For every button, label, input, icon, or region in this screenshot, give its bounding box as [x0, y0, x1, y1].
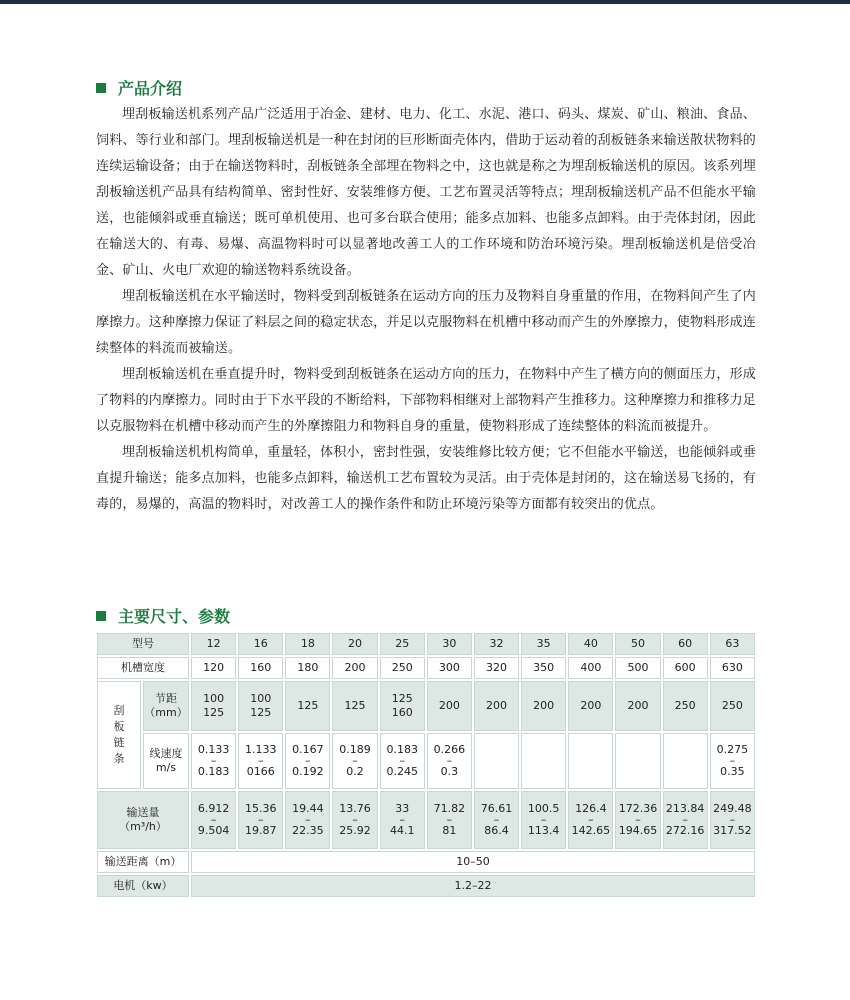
- cell-value: 200: [486, 699, 508, 712]
- range-separator: –: [257, 754, 264, 767]
- cell-value: 125: [203, 706, 225, 719]
- speed-cell: [332, 733, 377, 789]
- pitch-cell: [521, 681, 566, 731]
- row-header: 输送距离（m）: [97, 851, 189, 873]
- intro-paragraph: 埋刮板输送机机构简单，重量轻，体积小，密封性强，安装维修比较方便；它不但能水平输送，也能倾斜或垂直提升输送；能多点加料，也能多点卸料，输送机工艺布置较为灵活。由于壳体是封闭的，这在输送易飞扬的，有毒的，易爆的，高温的物料时，对改善工人的操作条件和防止环境污染等方面都有较突出的优点。: [96, 445, 757, 512]
- cell-value: 25.92: [339, 824, 371, 837]
- cell-value: 249.48: [713, 802, 752, 815]
- capacity-row: [97, 791, 755, 849]
- cell-value: 22.35: [292, 824, 324, 837]
- distance-row: [97, 851, 755, 873]
- cell-value: 81: [442, 824, 457, 837]
- cell-value: 0.245: [386, 765, 418, 778]
- range-separator: –: [210, 813, 217, 826]
- width-cell: 350: [521, 657, 566, 679]
- speed-cell: [191, 733, 236, 789]
- capacity-cell: [521, 791, 566, 849]
- cell-value: 0.183: [386, 743, 418, 756]
- capacity-cell: [615, 791, 660, 849]
- cell-value: 0.35: [720, 765, 745, 778]
- spec-table: [95, 631, 757, 899]
- range-separator: –: [305, 754, 311, 767]
- model-cell: 25: [380, 633, 425, 655]
- cell-value: 200: [533, 699, 555, 712]
- width-cell: 400: [568, 657, 613, 679]
- cell-value: 125: [250, 706, 272, 719]
- width-cell: 500: [615, 657, 660, 679]
- model-cell: 60: [663, 633, 708, 655]
- speed-cell: [380, 733, 425, 789]
- pitch-cell: [474, 681, 519, 731]
- model-cell: 18: [285, 633, 330, 655]
- speed-row: [97, 733, 755, 789]
- cell-value: 0.189: [339, 743, 371, 756]
- model-cell: 16: [238, 633, 283, 655]
- cell-value: 9.504: [197, 824, 230, 837]
- range-separator: –: [352, 754, 358, 767]
- row-header: 电机（kw）: [97, 875, 189, 897]
- model-cell: 30: [427, 633, 472, 655]
- cell-value: 200: [438, 699, 460, 712]
- capacity-cell: [427, 791, 472, 849]
- range-separator: –: [635, 813, 641, 826]
- cell-value: 13.76: [339, 802, 371, 815]
- cell-value: 160: [391, 706, 413, 719]
- range-separator: –: [729, 813, 736, 826]
- pitch-cell: [238, 681, 283, 731]
- heading-square-icon: [96, 83, 106, 93]
- pitch-cell: [615, 681, 660, 731]
- range-separator: –: [399, 813, 405, 826]
- cell-value: 15.36: [244, 802, 277, 815]
- speed-cell: [285, 733, 330, 789]
- range-separator: –: [305, 813, 311, 826]
- speed-cell: [474, 733, 519, 789]
- speed-cell: [710, 733, 755, 789]
- cell-value: 0.192: [292, 765, 324, 778]
- model-row: [97, 633, 755, 655]
- motor-cell: 1.2–22: [191, 875, 755, 897]
- cell-value: 125: [297, 699, 319, 712]
- capacity-cell: [285, 791, 330, 849]
- speed-cell: [568, 733, 613, 789]
- width-cell: 200: [332, 657, 377, 679]
- cell-value: 213.84: [665, 802, 705, 815]
- pitch-cell: [380, 681, 425, 731]
- capacity-cell: [238, 791, 283, 849]
- cell-value: 126.4: [575, 802, 607, 815]
- heading-square-icon: [96, 611, 106, 621]
- pitch-row: [97, 681, 755, 731]
- width-cell: 250: [380, 657, 425, 679]
- speed-cell: [521, 733, 566, 789]
- cell-value: 272.16: [665, 824, 705, 837]
- range-separator: –: [210, 754, 217, 767]
- pitch-cell: [427, 681, 472, 731]
- width-cell: 600: [663, 657, 708, 679]
- row-header: [143, 681, 189, 731]
- cell-value: 250: [721, 699, 743, 712]
- range-separator: –: [257, 813, 264, 826]
- cell-value: 172.36: [618, 802, 658, 815]
- row-header-unit: m/s: [155, 761, 177, 774]
- cell-value: 142.65: [571, 824, 611, 837]
- capacity-cell: [380, 791, 425, 849]
- cell-value: 44.1: [389, 824, 415, 837]
- model-cell: 63: [710, 633, 755, 655]
- pitch-cell: [568, 681, 613, 731]
- cell-value: 0.3: [440, 765, 459, 778]
- capacity-cell: [191, 791, 236, 849]
- pitch-cell: [191, 681, 236, 731]
- cell-value: 250: [674, 699, 696, 712]
- section-title: 主要尺寸、参数: [118, 607, 231, 626]
- pitch-cell: [663, 681, 708, 731]
- width-cell: 160: [238, 657, 283, 679]
- cell-value: 200: [627, 699, 649, 712]
- model-cell: 50: [615, 633, 660, 655]
- top-header-bar: [0, 0, 850, 4]
- cell-value: 0.167: [292, 743, 324, 756]
- motor-row: [97, 875, 755, 897]
- cell-value: 0166: [246, 765, 275, 778]
- range-separator: –: [446, 813, 453, 826]
- capacity-cell: [710, 791, 755, 849]
- row-header: [97, 791, 189, 849]
- speed-cell: [615, 733, 660, 789]
- cell-value: 1.133: [244, 743, 277, 756]
- speed-cell: [663, 733, 708, 789]
- speed-cell: [238, 733, 283, 789]
- model-cell: 20: [332, 633, 377, 655]
- width-cell: 630: [710, 657, 755, 679]
- width-cell: 300: [427, 657, 472, 679]
- range-separator: –: [399, 754, 405, 767]
- row-header-label: 线速度: [149, 747, 183, 760]
- range-separator: –: [682, 813, 688, 826]
- row-header-unit: （mm）: [144, 706, 188, 719]
- cell-value: 100.5: [527, 802, 560, 815]
- width-cell: 180: [285, 657, 330, 679]
- cell-value: 113.4: [527, 824, 560, 837]
- row-header-unit: （m³/h）: [119, 820, 167, 833]
- range-separator: –: [540, 813, 547, 826]
- row-header: [143, 733, 189, 789]
- section-title: 产品介绍: [118, 79, 183, 98]
- speed-cell: [427, 733, 472, 789]
- model-cell: 35: [521, 633, 566, 655]
- cell-value: 125: [344, 699, 366, 712]
- pitch-cell: [332, 681, 377, 731]
- width-cell: 320: [474, 657, 519, 679]
- chain-group-header: [97, 681, 141, 789]
- cell-value: 6.912: [197, 802, 230, 815]
- capacity-cell: [474, 791, 519, 849]
- cell-value: 0.183: [197, 765, 230, 778]
- cell-value: 71.82: [433, 802, 466, 815]
- cell-value: 0.2: [346, 765, 364, 778]
- cell-value: 19.87: [244, 824, 277, 837]
- row-header-label: 节距: [155, 692, 177, 705]
- capacity-cell: [332, 791, 377, 849]
- range-separator: –: [352, 813, 358, 826]
- range-separator: –: [729, 754, 736, 767]
- intro-text: [96, 102, 756, 518]
- section-heading-specs: [96, 604, 230, 627]
- model-cell: 40: [568, 633, 613, 655]
- cell-value: 317.52: [713, 824, 752, 837]
- capacity-cell: [663, 791, 708, 849]
- intro-paragraph: 埋刮板输送机在垂直提升时，物料受到刮板链条在运动方向的压力，在物料中产生了横方向的侧面压力，形成了物料的内摩擦力。同时由于下水平段的不断给料，下部物料相继对上部物料产生推移力。这种摩擦力和推移力足以克服物料在机槽中移动而产生的外摩擦阻力和物料自身的重量，使物料形成了连续整体的料流而被提升。: [96, 367, 757, 434]
- intro-paragraph: 埋刮板输送机系列产品广泛适用于冶金、建材、电力、化工、水泥、港口、码头、煤炭、矿山、粮油、食品、饲料、等行业和部门。埋刮板输送机是一种在封闭的巨形断面壳体内，借助于运动着的刮板链条来输送散状物料的连续运输设备；由于在输送物料时，刮板链条全部埋在物料之中，这也就是称之为埋刮板输送机的原因。该系列埋刮板输送机产品具有结构简单、密封性好、安装维修方便、工艺布置灵活等特点；埋刮板输送机产品不但能水平输送，也能倾斜或垂直输送；既可单机使用、也可多台联合使用；能多点加料、也能多点卸料。由于壳体封闭，因此在输送大的、有毒、易爆、高温物料时可以显著地改善工人的工作环境和防治环境污染。埋刮板输送机是倍受冶金、矿山、火电厂欢迎的输送物料系统设备。: [96, 107, 757, 278]
- row-header-label: 输送量: [126, 806, 160, 819]
- row-header: 型号: [97, 633, 189, 655]
- cell-value: 19.44: [292, 802, 324, 815]
- range-separator: –: [446, 754, 453, 767]
- cell-value: 100: [203, 692, 225, 705]
- pitch-cell: [285, 681, 330, 731]
- pitch-cell: [710, 681, 755, 731]
- cell-value: 86.4: [484, 824, 509, 837]
- cell-value: 194.65: [618, 824, 658, 837]
- capacity-cell: [568, 791, 613, 849]
- cell-value: 100: [250, 692, 272, 705]
- cell-value: 76.61: [480, 802, 513, 815]
- intro-paragraph: 埋刮板输送机在水平输送时，物料受到刮板链条在运动方向的压力及物料自身重量的作用，在物料间产生了内摩擦力。这种摩擦力保证了料层之间的稳定状态，并足以克服物料在机槽中移动而产生的外摩擦力，使物料形成连续整体的料流而被输送。: [96, 289, 757, 356]
- range-separator: –: [588, 813, 594, 826]
- model-cell: 12: [191, 633, 236, 655]
- cell-value: 0.275: [716, 743, 749, 756]
- section-heading-intro: [96, 76, 182, 99]
- cell-value: 200: [580, 699, 602, 712]
- row-header: 机槽宽度: [97, 657, 189, 679]
- range-separator: –: [493, 813, 500, 826]
- cell-value: 125: [391, 692, 413, 705]
- cell-value: 33: [395, 802, 410, 815]
- model-cell: 32: [474, 633, 519, 655]
- distance-cell: 10–50: [191, 851, 755, 873]
- width-cell: 120: [191, 657, 236, 679]
- cell-value: 0.266: [433, 743, 466, 756]
- chain-group-label: 刮板链条: [113, 704, 125, 765]
- width-row: [97, 657, 755, 679]
- cell-value: 0.133: [197, 743, 230, 756]
